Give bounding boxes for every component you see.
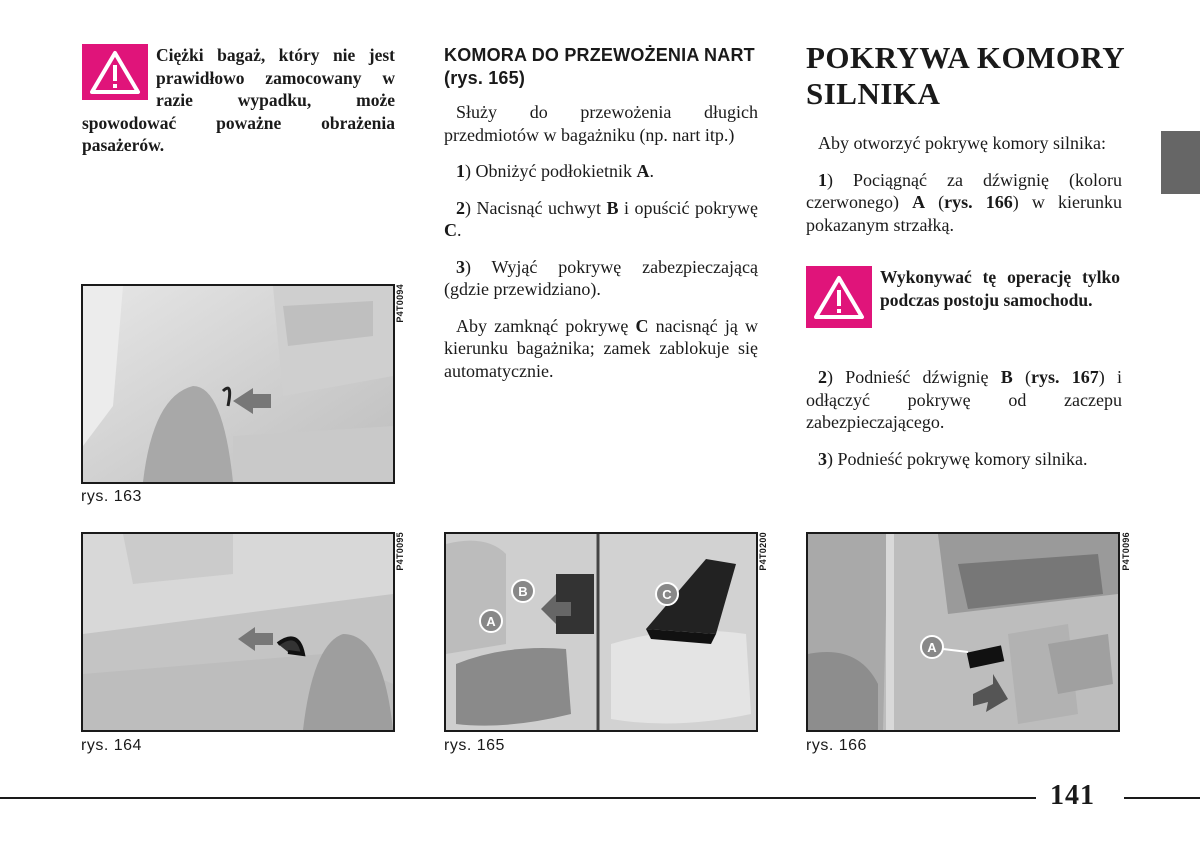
page-number: 141 (1050, 780, 1095, 811)
footer-rule-left (0, 797, 1036, 799)
engine-hood-steps-top (806, 132, 1122, 250)
ski-close-text: Aby zamknąć pokrywę C nacisnąć ją w kierunku bagażnika; zamek zablokuje się automatycznie. (444, 315, 758, 381)
figure-code-163: P4T0094 (395, 284, 405, 323)
caption-166: rys. 166 (806, 737, 867, 754)
figure-code-164: P4T0095 (395, 532, 405, 571)
figure-163 (81, 284, 395, 484)
caption-165: rys. 165 (444, 737, 505, 754)
engine-hood-step-2: 2) Podnieść dźwignię B (rys. 167) i odłączyć pokrywę od zaczepu zabezpieczającego. (806, 367, 1122, 432)
warning-triangle-icon (82, 44, 148, 100)
figure-165-label-b: B (518, 584, 528, 599)
warning-box-luggage (82, 44, 395, 157)
warning-box-engine (806, 266, 1120, 332)
figure-165-label-c: C (662, 587, 672, 602)
figure-166-label-a: A (927, 640, 937, 655)
engine-hood-heading: POKRYWA KOMORY SILNIKA (806, 40, 1124, 111)
figure-165 (444, 532, 758, 732)
figure-165-label-a: A (486, 614, 496, 629)
engine-hood-steps-bottom (806, 366, 1122, 484)
warning-text-engine: Wykonywać tę operację tylko podczas postoju samochodu. (806, 266, 1120, 332)
caption-164: rys. 164 (81, 737, 142, 754)
caption-163: rys. 163 (81, 488, 142, 505)
warning-triangle-icon (806, 266, 872, 328)
figure-code-166: P4T0096 (1121, 532, 1131, 571)
section-tab-marker (1161, 131, 1200, 194)
footer-rule-right (1124, 797, 1200, 799)
figure-166 (806, 532, 1120, 732)
engine-hood-step-3: 3) Podnieść pokrywę komory silnika. (818, 448, 1088, 469)
engine-hood-step-1: 1) Pociągnąć za dźwignię (koloru czerwonego) A (rys. 166) w kierunku pokazanym strzałką. (806, 169, 1122, 235)
ski-compartment-heading: KOMORA DO PRZEWOŻENIA NART (rys. 165) (444, 45, 755, 88)
warning-text-luggage: Ciężki bagaż, który nie jest prawidłowo zamocowany w razie wypadku, może spowodować poważne obrażenia pasażerów. (82, 45, 395, 155)
ski-step-3: 3) Wyjąć pokrywę zabezpieczającą (gdzie przewidziano). (444, 256, 758, 299)
figure-code-165: P4T0200 (758, 532, 768, 571)
ski-intro-text: Służy do przewożenia długich przedmiotów w bagażniku (np. nart itp.) (444, 102, 758, 145)
engine-hood-intro: Aby otworzyć pokrywę komory silnika: (818, 133, 1106, 153)
ski-step-1: 1) Obniżyć podłokietnik A. (456, 161, 654, 181)
figure-164 (81, 532, 395, 732)
ski-step-2: 2) Nacisnąć uchwyt B i opuścić pokrywę C. (444, 197, 758, 240)
ski-compartment-section (444, 44, 758, 396)
